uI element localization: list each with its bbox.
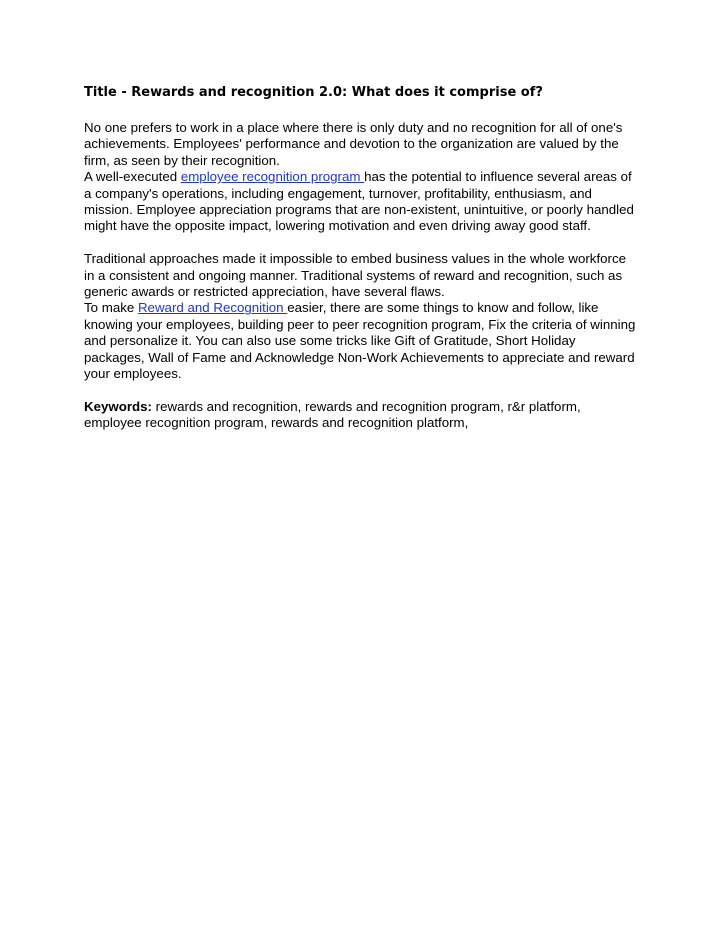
employee-recognition-program-link[interactable]: employee recognition program bbox=[180, 169, 365, 185]
document-title: Title - Rewards and recognition 2.0: What does it comprise of? bbox=[84, 85, 543, 100]
paragraph-spacer bbox=[84, 235, 636, 251]
paragraph-tips bbox=[84, 300, 636, 382]
paragraph-intro: No one prefers to work in a place where there is only duty and no recognition for all of one's achievements. Employees' performance and devotion to the organization are valued by the firm, as seen by their recognition. bbox=[84, 120, 623, 168]
paragraph-program-lead: A well-executed bbox=[84, 169, 181, 185]
keywords-line bbox=[84, 399, 636, 432]
paragraph-tips-lead: To make bbox=[84, 300, 138, 316]
paragraph-traditional: Traditional approaches made it impossible to embed business values in the whole workforce in a consistent and ongoing manner. Traditional systems of reward and recognition, such as generic awards or restricted appreciation, have several flaws. bbox=[84, 251, 627, 300]
keywords-text: rewards and recognition, rewards and recognition program, r&r platform, employee recognition program, rewards and recognition platform, bbox=[84, 398, 581, 431]
keywords-label: Keywords: bbox=[84, 398, 152, 414]
paragraph-tips-rest: easier, there are some things to know and follow, like knowing your employees, building peer to peer recognition program, Fix the criteria of winning and personalize it. You can also use some tricks like Gift of Gratitude, Short Holiday packages, Wall of Fame and Acknowledge Non-Work Achievements to appreciate and reward your employees. bbox=[84, 300, 636, 382]
paragraph-program bbox=[84, 169, 636, 235]
document-body bbox=[84, 84, 636, 432]
paragraph-program-rest: has the potential to influence several areas of a company's operations, including engagement, turnover, profitability, enthusiasm, and mission. Employee appreciation programs that are non-existent, unintuitive, or poorly handled might have the opposite impact, lowering motivation and even driving away good staff. bbox=[84, 169, 634, 234]
paragraph-spacer bbox=[84, 382, 636, 398]
reward-and-recognition-link[interactable]: Reward and Recognition bbox=[137, 300, 288, 316]
